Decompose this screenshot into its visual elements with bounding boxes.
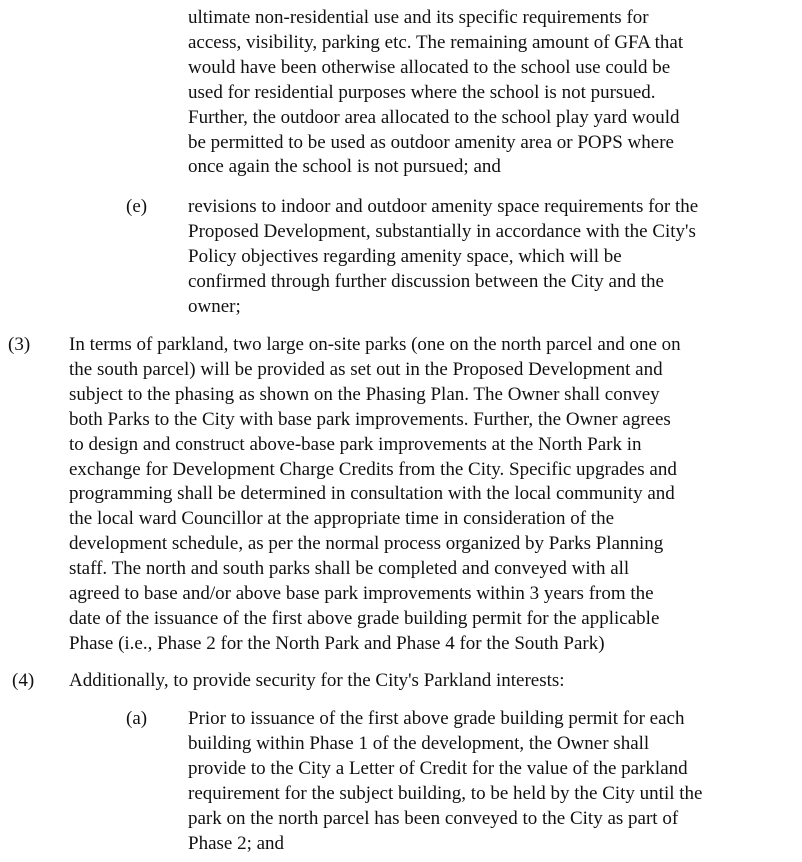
text-line: Additionally, to provide security for the City's Parkland interests: — [69, 670, 565, 691]
text-line: park on the north parcel has been conveyed to the City as part of — [188, 807, 679, 829]
text-line: be permitted to be used as outdoor amenity area or POPS where — [188, 131, 674, 153]
text-line: access, visibility, parking etc. The remaining amount of GFA that — [188, 31, 684, 53]
text-line: requirement for the subject building, to be held by the City until the — [188, 782, 703, 804]
clause-3-text — [69, 333, 793, 657]
text-line: exchange for Development Charge Credits from the City. Specific upgrades and — [69, 458, 677, 480]
clause-e-text — [188, 195, 792, 320]
clause-4a-label: (a) — [126, 708, 148, 729]
text-line: used for residential purposes where the school is not pursued. — [188, 81, 656, 103]
text-line: owner; — [188, 295, 241, 317]
text-line: revisions to indoor and outdoor amenity space requirements for the — [188, 196, 699, 217]
text-line: ultimate non-residential use and its specific requirements for — [188, 7, 649, 28]
clause-d-continuation — [188, 6, 792, 180]
text-line: Phase 2; and — [188, 832, 285, 854]
text-line: Phase (i.e., Phase 2 for the North Park and Phase 4 for the South Park) — [69, 632, 605, 654]
text-line: Proposed Development, substantially in accordance with the City's — [188, 220, 696, 242]
text-line: date of the issuance of the first above grade building permit for the applicable — [69, 607, 660, 629]
text-line: to design and construct above-base park improvements at the North Park in — [69, 433, 642, 455]
clause-3-label: (3) — [8, 334, 31, 355]
text-line: the local ward Councillor at the appropriate time in consideration of the — [69, 508, 615, 530]
text-line: would have been otherwise allocated to the school use could be — [188, 56, 671, 78]
clause-e-label: (e) — [126, 196, 148, 217]
text-line: once again the school is not pursued; and — [188, 156, 501, 178]
text-line: Prior to issuance of the first above grade building permit for each — [188, 708, 685, 729]
text-line: subject to the phasing as shown on the Phasing Plan. The Owner shall convey — [69, 383, 660, 405]
text-line: development schedule, as per the normal process organized by Parks Planning — [69, 533, 664, 555]
text-line: the south parcel) will be provided as set out in the Proposed Development and — [69, 358, 663, 380]
text-line: provide to the City a Letter of Credit for the value of the parkland — [188, 757, 688, 779]
text-line: building within Phase 1 of the development, the Owner shall — [188, 732, 650, 754]
text-line: confirmed through further discussion between the City and the — [188, 270, 664, 292]
text-line: both Parks to the City with base park improvements. Further, the Owner agrees — [69, 408, 671, 430]
clause-4-text — [69, 669, 793, 694]
text-line: staff. The north and south parks shall be completed and conveyed with all — [69, 558, 630, 580]
text-line: Further, the outdoor area allocated to the school play yard would — [188, 106, 680, 128]
clause-4a-text — [188, 707, 792, 856]
text-line: programming shall be determined in consultation with the local community and — [69, 483, 675, 505]
text-line: agreed to base and/or above base park improvements within 3 years from the — [69, 583, 654, 605]
text-line: Policy objectives regarding amenity space, which will be — [188, 245, 622, 267]
text-line: In terms of parkland, two large on-site parks (one on the north parcel and one on — [69, 334, 681, 355]
clause-4-label: (4) — [12, 670, 35, 691]
